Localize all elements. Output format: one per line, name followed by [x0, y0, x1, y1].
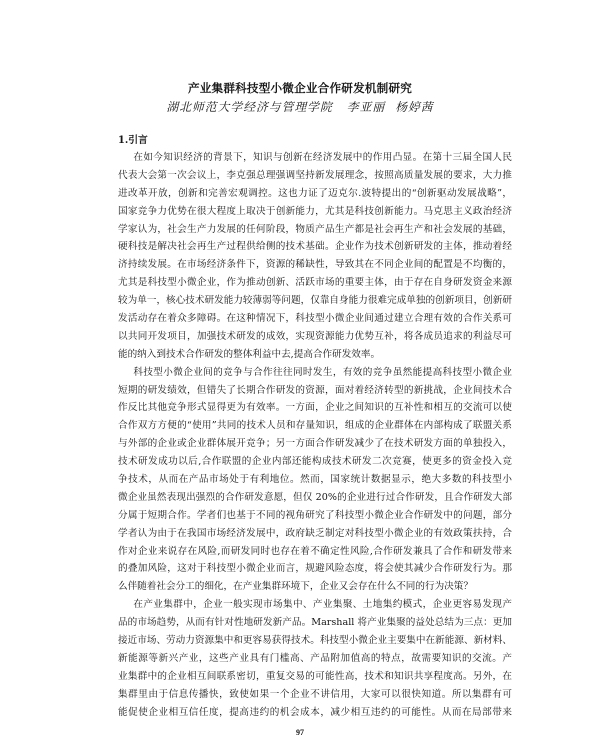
body-line: 进改革开放，创新和完善宏观调控。这也力证了迈克尔.波特提出的“创新驱动发展战略”，: [118, 187, 512, 199]
byline: [0, 99, 600, 115]
body-line: 新能源等新兴产业，这些产业具有门槛高、产品附加值高的特点，故需要知识的交流。产: [118, 652, 512, 664]
affiliation: 湖北师范大学经济与管理学院: [166, 100, 333, 114]
body-text: [118, 149, 512, 722]
body-line: 品的市场趋势，从而有针对性地研发新产品。Marshall 将产业集聚的益处总结为三点：更加: [118, 617, 512, 629]
body-line: 微企业虽然表现出强烈的合作研发意愿，但仅 20%的企业进行过合作研发，且合作研发大部: [118, 491, 512, 503]
body-line: 较为单一，核心技术研发能力较薄弱等问题，仅靠自身能力很难完成单独的创新项目，创新研: [118, 295, 512, 307]
body-line: 与外部的企业或企业群体展开竞争；另一方面合作研发减少了在技术研发方面的单独投入，: [118, 438, 512, 450]
body-line: 发活动存在着众多障碍。在这种情况下，科技型小微企业间通过建立合理有效的合作关系可: [118, 313, 512, 325]
body-line: 作对企业来说存在风险,而研发同时也存在着不确定性风险,合作研发兼具了合作和研发带来: [118, 545, 512, 557]
body-line: 接近市场、劳动力资源集中和更容易获得技术。科技型小微企业主要集中在新能源、新材料、: [118, 635, 512, 647]
author-name: 杨婷茜: [395, 100, 434, 114]
body-line: 集群里由于信息传播快，致使如果一个企业不讲信用，大家可以很快知道。所以集群有可: [118, 688, 512, 700]
paragraph: [118, 364, 512, 597]
body-line: 争技术，从而在产品市场处于有利地位。然而，国家统计数据显示，绝大多数的科技型小: [118, 474, 512, 486]
body-line: 学家认为，社会生产力发展的任何阶段，物质产品生产都是社会再生产和社会发展的基础，: [118, 223, 512, 235]
paragraph: [118, 149, 512, 364]
body-line: 代表大会第一次会议上，李克强总理强调坚持新发展理念，按照高质量发展的要求，大力推: [118, 169, 512, 181]
body-line: 学者认为由于在我国市场经济发展中，政府缺乏制定对科技型小微企业的有效政策扶持，合: [118, 527, 512, 539]
body-line: 业集群中的企业相互间联系密切，重复交易的可能性高，技术和知识共享程度高。另外，在: [118, 670, 512, 682]
body-line: 合作双方方便的“使用”共同的技术人员和存量知识，组成的企业群体在内部构成了联盟关系: [118, 420, 512, 432]
body-line: 以共同开发项目，加强技术研发的成效，实现资源能力优势互补，将各成员追求的利益尽可: [118, 330, 512, 342]
page-number: 97: [296, 728, 304, 737]
body-line: 济持续发展。在市场经济条件下，资源的稀缺性，导致其在不同企业间的配置是不均衡的，: [118, 259, 512, 271]
body-line: 国家竞争力优势在很大程度上取决于创新能力，尤其是科技创新能力。马克思主义政治经济: [118, 205, 512, 217]
body-line: 作反比其他竞争形式显得更为有效率。一方面，企业之间知识的互补性和相互的交流可以使: [118, 402, 512, 414]
body-line: 分属于短期合作。学者们也基于不同的视角研究了科技型小微企业合作研发中的问题，部分: [118, 509, 512, 521]
body-line: 硬科技是解决社会再生产过程供给侧的技术基础。企业作为技术创新研发的主体，推动着经: [118, 241, 512, 253]
body-line: 在如今知识经济的背景下，知识与创新在经济发展中的作用凸显。在第十三届全国人民: [133, 152, 512, 163]
body-line: 技术研发成功以后,合作联盟的企业内部还能构成技术研发二次竞赛，使更多的资金投入竞: [118, 456, 512, 468]
body-line: 尤其是科技型小微企业，作为推动创新、活跃市场的重要主体，由于存在自身研发资金来源: [118, 277, 512, 289]
author-name: 李亚丽: [346, 100, 386, 114]
body-line: 能促使企业相互信任度，提高违约的机会成本，减少相互违约的可能性。从而在局部带来: [118, 706, 512, 718]
body-line: 的叠加风险，这对于科技型小微企业而言，规避风险态度，将会使其减少合作研发行为。那: [118, 563, 512, 575]
body-line: 能的纳入到技术合作研发的整体利益中去,提高合作研发效率。: [118, 348, 381, 360]
body-line: 么伴随着社会分工的细化，在产业集群环境下，企业又会存在什么不同的行为决策？: [118, 581, 473, 593]
body-line: 在产业集群中，企业一般实现市场集中、产业集聚、土地集约模式，企业更容易发现产: [133, 599, 512, 611]
body-line: 科技型小微企业间的竞争与合作往往同时发生，有效的竞争虽然能提高科技型小微企业: [133, 366, 512, 378]
paper-title: 产业集群科技型小微企业合作研发机制研究: [187, 81, 413, 95]
paragraph: [118, 596, 512, 721]
body-line: 短期的研发绩效，但错失了长期合作研发的资源，面对着经济转型的新挑战，企业间技术合: [118, 384, 512, 396]
section-heading: 1.引言: [118, 135, 148, 146]
